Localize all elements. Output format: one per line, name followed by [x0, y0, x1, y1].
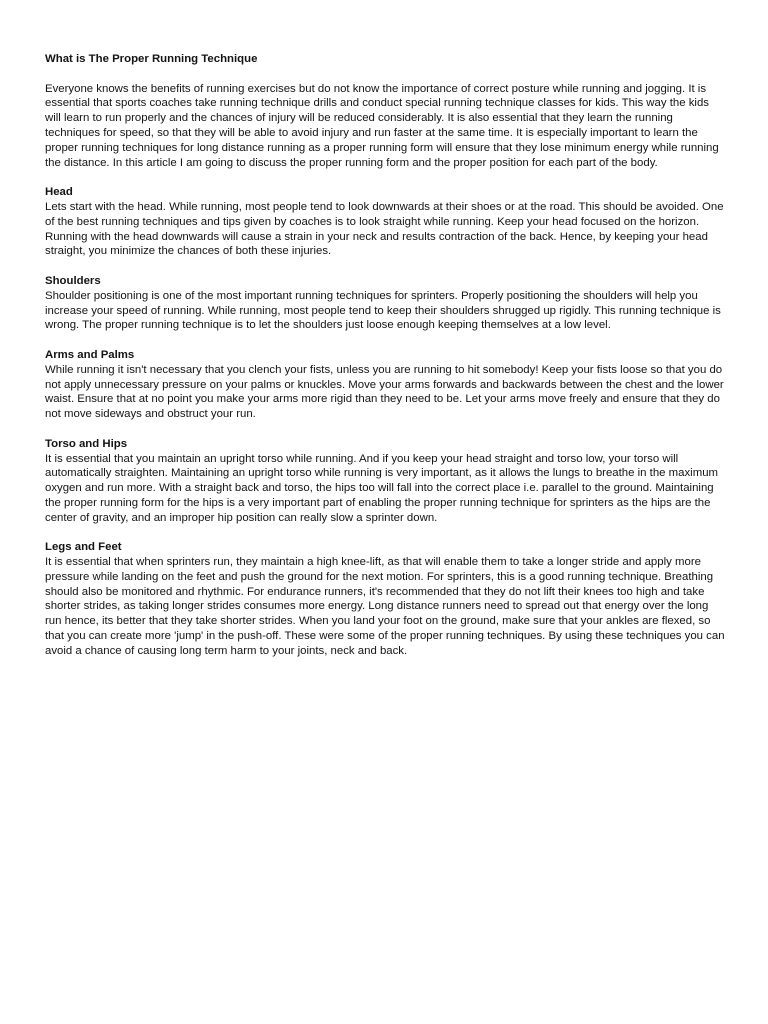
section-heading: Shoulders [45, 274, 101, 287]
document-page [45, 52, 725, 673]
section-body: It is essential that when sprinters run, they maintain a high knee-lift, as that will enable them to take a longer stride and apply more pressure while landing on the feet and push the ground for the next motion. For sprinters, this is a good running technique. Breathing should also be monitored and rhythmic. For endurance runners, it's recommended that they do not lift their knees too high and take shorter strides, as taking longer strides consumes more energy. Long distance runners need to spread out that energy over the long run hence, its better that they take shorter strides. When you land your foot on the ground, make sure that your ankles are flexed, so that you can create more 'jump' in the push-off. These were some of the proper running techniques. By using these techniques you can avoid a chance of causing long term harm to your joints, neck and back. [45, 556, 725, 657]
section-body: Shoulder positioning is one of the most important running techniques for sprinters. Properly positioning the shoulders will help you increase your speed of running. While running, most people tend to keep their shoulders shrugged up rigidly. This running technique is wrong. The proper running technique is to let the shoulders just loose enough keeping themselves at a low level. [45, 289, 721, 332]
section-arms-and-palms [45, 348, 725, 422]
section-body: While running it isn't necessary that you clench your fists, unless you are running to hit somebody! Keep your fists loose so that you do not apply unnecessary pressure on your palms or knuckles. Move your arms forwards and backwards between the chest and the lower waist. Ensure that at no point you make your arms more rigid than they need to be. Let your arms move freely and ensure that they do not move sideways and obstruct your run. [45, 363, 724, 421]
section-torso-and-hips [45, 437, 725, 526]
section-body: Lets start with the head. While running, most people tend to look downwards at their shoes or at the road. This should be avoided. One of the best running techniques and tips given by coaches is to look straight while running. Keep your head focused on the horizon. Running with the head downwards will cause a strain in your neck and results contraction of the back. Hence, by keeping your head straight, you minimize the chances of both these injuries. [45, 200, 724, 258]
section-shoulders [45, 274, 725, 333]
section-heading: Torso and Hips [45, 437, 128, 450]
document-title: What is The Proper Running Technique [45, 53, 258, 65]
section-heading: Legs and Feet [45, 541, 122, 554]
section-legs-and-feet [45, 540, 725, 658]
intro-paragraph: Everyone knows the benefits of running exercises but do not know the importance of correct posture while running and jogging. It is essential that sports coaches take running technique drills and conduct special running technique classes for kids. This way the kids will learn to run properly and the chances of injury will be reduced considerably. It is also essential that they learn the running techniques for speed, so that they will be able to avoid injury and run faster at the same time. It is especially important to learn the proper running techniques for long distance running as a proper running form will ensure that they lose minimum energy while running the distance. In this article I am going to discuss the proper running form and the proper position for each part of the body. [45, 82, 719, 169]
section-heading: Arms and Palms [45, 348, 135, 361]
section-head [45, 185, 725, 259]
section-body: It is essential that you maintain an upright torso while running. And if you keep your head straight and torso low, your torso will automatically straighten. Maintaining an upright torso while running is very important, as it allows the lungs to breathe in the maximum oxygen and run more. With a straight back and torso, the hips too will fall into the correct place i.e. parallel to the ground. Maintaining the proper running form for the hips is a very important part of enabling the proper running technique for sprinters as the hips are the center of gravity, and an improper hip position can really slow a sprinter down. [45, 452, 719, 524]
section-heading: Head [45, 186, 73, 199]
